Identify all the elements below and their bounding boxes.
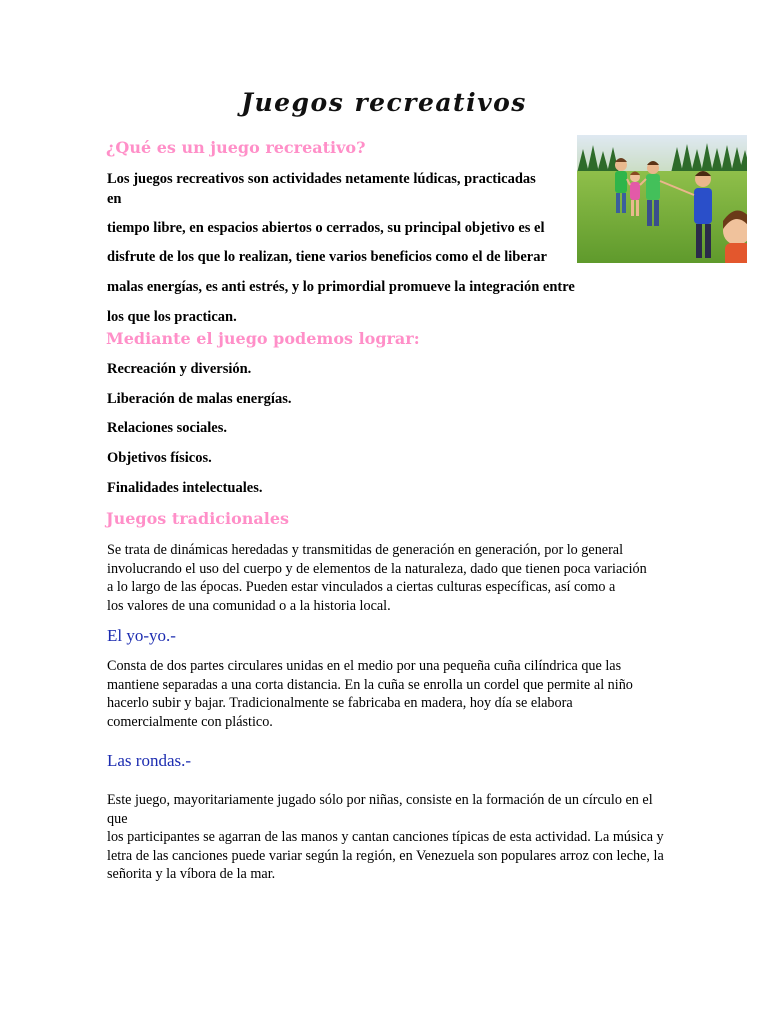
list-item: Finalidades intelectuales. <box>107 480 263 496</box>
paragraph-line: comercialmente con plástico. <box>107 713 273 730</box>
paragraph-line: tiempo libre, en espacios abiertos o cerrados, su principal objetivo es el <box>107 220 545 236</box>
list-item: Liberación de malas energías. <box>107 391 292 407</box>
paragraph-line: Consta de dos partes circulares unidas en el medio por una pequeña cuña cilíndrica que las <box>107 658 622 674</box>
list-item: Objetivos físicos. <box>107 450 212 466</box>
section-heading-tradicionales: Juegos tradicionales <box>106 509 290 528</box>
subheading-yoyo: El yo-yo.- <box>107 626 176 645</box>
paragraph-line: letra de las canciones puede variar según la región, en Venezuela son populares arroz con leche, la <box>107 847 664 864</box>
paragraph-line: disfrute de los que lo realizan, tiene varios beneficios como el de liberar <box>107 249 547 265</box>
section-heading-mediante: Mediante el juego podemos lograr: <box>106 329 420 348</box>
subheading-rondas: Las rondas.- <box>107 751 192 770</box>
document-title: Juegos recreativos <box>241 88 527 117</box>
paragraph-line: los valores de una comunidad o a la historia local. <box>107 597 391 614</box>
list-item: Relaciones sociales. <box>107 420 228 436</box>
paragraph-line: Se trata de dinámicas heredadas y transmitidas de generación en generación, por lo general <box>107 542 624 558</box>
paragraph-line: malas energías, es anti estrés, y lo primordial promueve la integración entre <box>107 279 575 295</box>
paragraph-line: Este juego, mayoritariamente jugado sólo por niñas, consiste en la formación de un círculo en el que <box>107 792 653 827</box>
yoyo-paragraph <box>107 657 667 731</box>
list-item: Recreación y diversión. <box>107 361 252 377</box>
paragraph-line: los participantes se agarran de las manos y cantan canciones típicas de esta actividad. La música y <box>107 829 664 846</box>
paragraph-line: los que los practican. <box>107 309 237 325</box>
paragraph-line: en <box>107 191 122 207</box>
children-playing-photo <box>577 135 747 263</box>
paragraph-line: hacerlo subir y bajar. Tradicionalmente se fabricaba en madera, hoy día se elabora <box>107 695 573 712</box>
paragraph-line: mantiene separadas a una corta distancia. En la cuña se enrolla un cordel que permite al niño <box>107 676 633 693</box>
tradicionales-paragraph <box>107 541 667 615</box>
paragraph-line: señorita y la víbora de la mar. <box>107 866 276 883</box>
paragraph-line: Los juegos recreativos son actividades netamente lúdicas, practicadas <box>107 171 536 187</box>
paragraph-line: involucrando el uso del cuerpo y de elementos de la naturaleza, dado que tienen poca variación <box>107 560 647 577</box>
paragraph-line: a lo largo de las épocas. Pueden estar vinculados a ciertas culturas específicas, así como a <box>107 579 616 596</box>
section-heading-que-es: ¿Qué es un juego recreativo? <box>106 138 366 157</box>
rondas-paragraph <box>107 791 667 884</box>
